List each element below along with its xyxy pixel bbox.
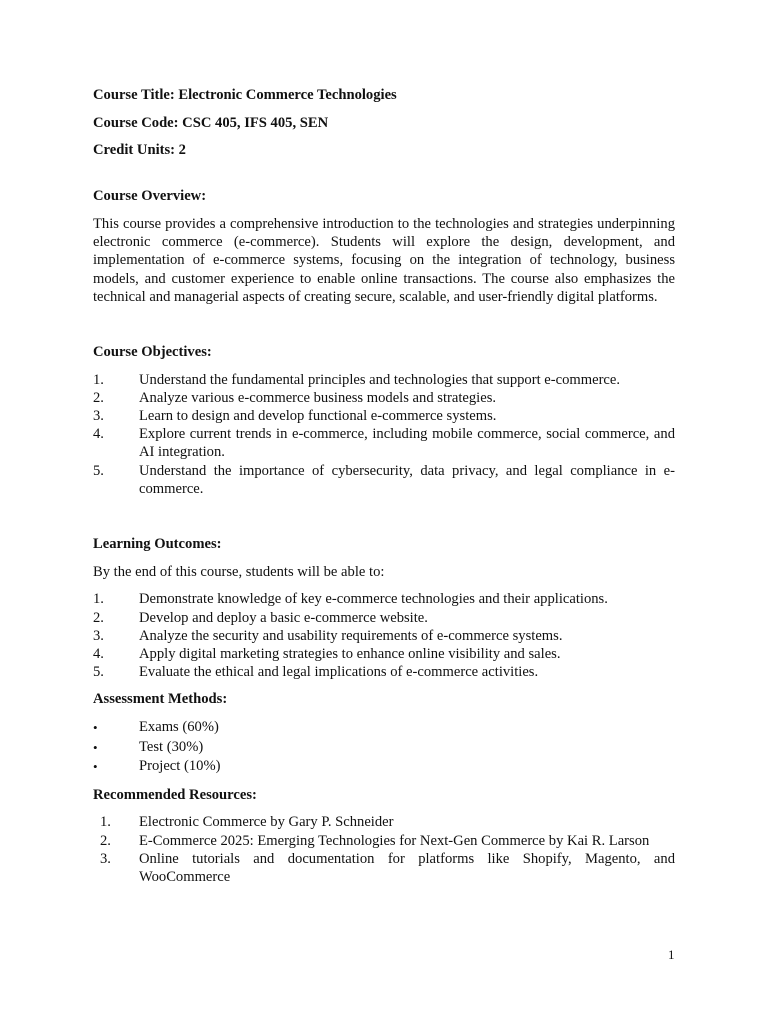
bullet-icon: • — [93, 759, 98, 775]
list-item-text: Apply digital marketing strategies to enhance online visibility and sales. — [139, 646, 561, 663]
bullet-icon: • — [93, 720, 98, 736]
list-item — [93, 462, 675, 498]
resources-list — [93, 813, 675, 886]
assessment-list — [93, 718, 675, 777]
list-number: 2. — [93, 609, 104, 626]
list-item-text: Online tutorials and documentation for platforms like Shopify, Magento, and WooCommerce — [139, 850, 675, 885]
list-number: 3. — [93, 627, 104, 644]
list-number: 2. — [100, 832, 111, 849]
overview-paragraph: This course provides a comprehensive introduction to the technologies and strategies underpinning electronic commerce (e-commerce). Students will explore the design, development, and implementation of e-commerce systems, focusing on the integration of technology, business models, and customer experience to enable online transactions. The course also emphasizes the technical and managerial aspects of creating secure, scalable, and user-friendly digital platforms. — [93, 215, 675, 305]
list-number: 1. — [100, 814, 111, 831]
list-item-text: Exams (60%) — [139, 719, 219, 736]
bullet-icon: • — [93, 739, 98, 755]
list-item-text: Evaluate the ethical and legal implications of e-commerce activities. — [139, 664, 539, 681]
list-item-text: Electronic Commerce by Gary P. Schneider — [139, 814, 394, 831]
list-item-text: Learn to design and develop functional e-commerce systems. — [139, 408, 497, 425]
outcomes-heading: Learning Outcomes: — [93, 536, 222, 553]
list-number: 3. — [100, 850, 111, 867]
list-item-text: Understand the importance of cybersecurity, data privacy, and legal compliance in e-commerce. — [139, 462, 675, 497]
course-title: Course Title: Electronic Commerce Technologies — [93, 87, 397, 103]
objectives-heading: Course Objectives: — [93, 343, 212, 360]
overview-heading: Course Overview: — [93, 188, 207, 205]
list-item-text: E-Commerce 2025: Emerging Technologies for Next-Gen Commerce by Kai R. Larson — [139, 832, 650, 849]
page-number: 1 — [668, 947, 675, 962]
assessment-heading: Assessment Methods: — [93, 691, 228, 708]
list-item — [93, 609, 675, 627]
list-number: 1. — [93, 591, 104, 608]
list-number: 1. — [93, 371, 104, 388]
list-item-text: Project (10%) — [139, 758, 221, 775]
list-number: 2. — [93, 389, 104, 406]
list-number: 4. — [93, 426, 104, 443]
list-item-text: Test (30%) — [139, 738, 204, 755]
list-number: 5. — [93, 462, 104, 479]
list-item — [93, 627, 675, 645]
list-item — [93, 663, 675, 681]
outcomes-intro: By the end of this course, students will be able to: — [93, 563, 385, 580]
list-item-text: Analyze the security and usability requirements of e-commerce systems. — [139, 627, 563, 644]
list-item — [93, 757, 675, 777]
list-item — [93, 407, 675, 425]
list-item-text: Analyze various e-commerce business models and strategies. — [139, 389, 497, 406]
list-item — [93, 813, 675, 831]
list-item — [93, 425, 675, 461]
list-item — [93, 645, 675, 663]
course-code: Course Code: CSC 405, IFS 405, SEN — [93, 114, 329, 131]
credit-units: Credit Units: 2 — [93, 142, 186, 158]
outcomes-list — [93, 590, 675, 681]
list-item — [93, 832, 675, 850]
objectives-list — [93, 371, 675, 498]
list-item — [93, 850, 675, 886]
list-item-text: Understand the fundamental principles and technologies that support e-commerce. — [139, 371, 621, 388]
list-number: 3. — [93, 408, 104, 425]
resources-heading: Recommended Resources: — [93, 786, 257, 803]
document-page — [93, 86, 675, 886]
list-item-text: Demonstrate knowledge of key e-commerce technologies and their applications. — [139, 591, 608, 608]
list-number: 4. — [93, 646, 104, 663]
list-item-text: Develop and deploy a basic e-commerce website. — [139, 609, 428, 626]
list-item — [93, 389, 675, 407]
list-number: 5. — [93, 664, 104, 681]
list-item — [93, 371, 675, 389]
list-item — [93, 718, 675, 738]
list-item-text: Explore current trends in e-commerce, including mobile commerce, social commerce, and AI integration. — [139, 426, 675, 461]
list-item — [93, 590, 675, 608]
list-item — [93, 738, 675, 758]
